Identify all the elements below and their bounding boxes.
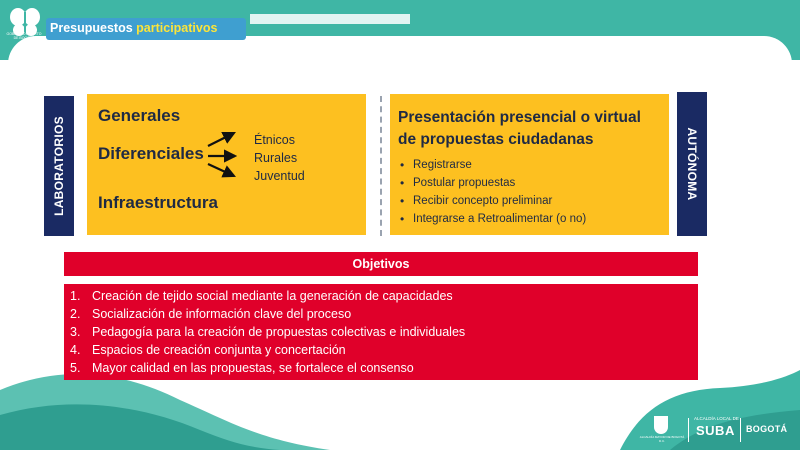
side-label-autonoma [677, 92, 707, 236]
side-label-autonoma-text: AUTÓNOMA [685, 127, 699, 201]
alcaldia-local-label: ALCALDÍA LOCAL DE [694, 416, 739, 421]
page-title [50, 21, 217, 35]
side-label-laboratorios-text: LABORATORIOS [52, 116, 66, 216]
list-item [70, 287, 465, 305]
list-item-number: 5. [70, 361, 81, 375]
list-item [70, 359, 465, 377]
objectives-list [70, 287, 465, 377]
objectives-header [64, 252, 698, 276]
locality-name: SUBA [696, 423, 735, 438]
sub-item-juventud: Juventud [254, 169, 305, 183]
logo-separator [688, 418, 689, 442]
side-label-laboratorios [44, 96, 74, 236]
list-item-text: Creación de tejido social mediante la generación de capacidades [92, 289, 453, 303]
autonoma-title-line-1: Presentación presencial o virtual [398, 109, 641, 126]
bogota-logo-text: BOGOTÁ [746, 424, 788, 434]
list-item: • Postular propuestas [398, 174, 586, 192]
item-generales: Generales [98, 106, 181, 125]
autonoma-steps-list [398, 156, 586, 228]
list-item-text: Espacios de creación conjunta y concertación [92, 343, 346, 357]
arrows-icon [206, 130, 242, 182]
list-item-text: Mayor calidad en las propuestas, se fortalece el consenso [92, 361, 414, 375]
dashed-divider [380, 96, 382, 236]
list-item [70, 323, 465, 341]
objectives-header-text: Objetivos [352, 257, 410, 271]
shield-icon [654, 416, 668, 434]
footer-logos [638, 414, 798, 446]
sub-item-rurales: Rurales [254, 151, 298, 165]
list-item-number: 4. [70, 343, 81, 357]
list-item [70, 305, 465, 323]
sub-item-etnicos: Étnicos [254, 133, 295, 147]
alcaldia-mayor-caption: ALCALDÍA MAYOR DE BOGOTÁ D.C. [639, 435, 685, 443]
list-item-number: 2. [70, 307, 81, 321]
item-diferenciales: Diferenciales [98, 144, 204, 163]
list-item-number: 1. [70, 289, 81, 303]
logo-separator [740, 418, 741, 442]
item-infraestructura: Infraestructura [98, 193, 218, 212]
autonoma-title-line-2: de propuestas ciudadanas [398, 131, 594, 148]
list-item: • Integrarse a Retroalimentar (o no) [398, 210, 586, 228]
list-item: • Registrarse [398, 156, 586, 174]
list-item-number: 3. [70, 325, 81, 339]
autonoma-title [398, 107, 641, 151]
list-item-text: Socialización de información clave del proceso [92, 307, 352, 321]
logo-caption: GOBIERNO ABIERTO DE BOGOTÁ [6, 32, 42, 40]
list-item [70, 341, 465, 359]
list-item: • Recibir concepto preliminar [398, 192, 586, 210]
title-part-1: Presupuestos [50, 21, 133, 35]
list-item-text: Pedagogía para la creación de propuestas colectivas e individuales [92, 325, 466, 339]
top-paper-slip [250, 14, 410, 24]
title-part-2: participativos [136, 21, 218, 35]
